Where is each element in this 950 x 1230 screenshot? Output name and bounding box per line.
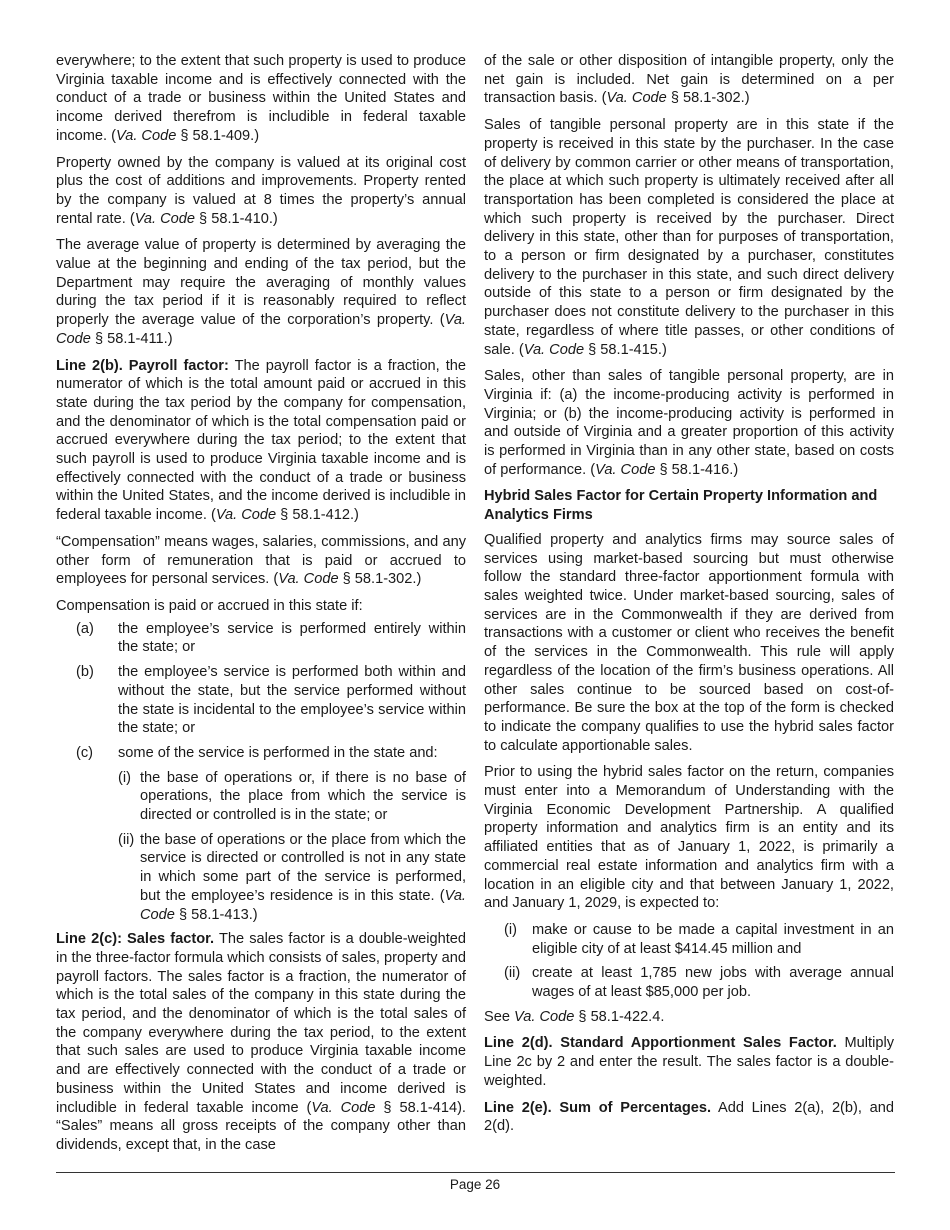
sub-list-item-label: (ii) — [118, 831, 135, 848]
sub-list-item-text: the base of operations or the place from which the service is directed or controlled is not in any state in which some part of the service is performed, but the employee’s residence is in this state. (Va. Code § 58.1-413.) — [140, 831, 466, 923]
section-heading-hybrid-sales-factor: Hybrid Sales Factor for Certain Property Information and Analytics Firms — [484, 488, 878, 524]
list-item — [504, 921, 894, 958]
paragraph-memorandum: Prior to using the hybrid sales factor on the return, companies must enter into a Memorandum of Understanding with the Virginia Economic Development Partnership. A qualified property information and analytics firm is an entity and its affiliated entities that as of January 1, 2022, is primarily a commercial real estate information and analytics firm with a location in an eligible city and that between January 1, 2022, and January 1, 2029, is expected to: — [484, 764, 894, 912]
list-item-label: (a) — [76, 620, 94, 637]
paragraph-other-sales: Sales, other than sales of tangible personal property, are in Virginia if: (a) the income-producing activity is performed in Virginia; or (b) the income-producing activity is performed in and outside of Virginia and a greater proportion of this activity is performed in Virginia than in any other state, based on costs of performance. (Va. Code § 58.1-416.) — [484, 368, 894, 478]
list-item-label: (i) — [504, 921, 517, 938]
paragraph-intangible-property: of the sale or other disposition of intangible property, only the net gain is included. Net gain is determined on a per transaction basis. (Va. Code § 58.1-302.) — [484, 53, 894, 107]
page-number: Page 26 — [449, 1177, 501, 1192]
paragraph-tangible-property: Sales of tangible personal property are in this state if the property is received in this state by the purchaser. In the case of delivery by common carrier or other means of transportation, the place at which such property is ultimately received after all transportation has been completed is considered the place at which such property is received by the purchaser. Direct delivery in this state, other than for purposes of transportation, to a person or firm designated by a purchaser, constitutes delivery to the purchaser in this state, and such direct delivery outside of this state to a person or firm designated by the purchaser does not constitute delivery to the purchaser in this state, regardless of where title passes, or other conditions of sale. (Va. Code § 58.1-415.) — [484, 117, 894, 358]
paragraph-property-valuation: Property owned by the company is valued at its original cost plus the cost of additions and improvements. Property rented by the company is valued at 8 times the property’s annual rental rate. (Va. Code § 58.1-410.) — [56, 154, 466, 227]
list-item-label: (c) — [76, 744, 94, 761]
list-item-text: some of the service is performed in the state and: — [118, 744, 438, 761]
paragraph-see-code: See Va. Code § 58.1-422.4. — [484, 1008, 665, 1025]
list-item-text: the employee’s service is performed entirely within the state; or — [118, 620, 466, 656]
list-item — [56, 620, 466, 657]
sub-list-item-text: the base of operations or, if there is no base of operations, the place from which the service is directed or controlled is in the state; or — [140, 769, 466, 824]
sub-list-item — [118, 831, 466, 925]
paragraph-compensation-intro: Compensation is paid or accrued in this state if: — [56, 597, 363, 614]
paragraph-compensation-definition: “Compensation” means wages, salaries, commissions, and any other form of remuneration that is paid or accrued to employees for personal services. (Va. Code § 58.1-302.) — [56, 533, 466, 588]
list-item — [56, 663, 466, 738]
list-item-label: (ii) — [504, 965, 521, 982]
left-column — [56, 52, 466, 1163]
list-item — [56, 744, 466, 763]
paragraph-sum-of-percentages: Line 2(e). Sum of Percentages. Add Lines 2(a), 2(b), and 2(d). — [484, 1099, 895, 1135]
right-column — [484, 52, 894, 1144]
list-item-label: (b) — [76, 664, 94, 681]
list-item-text: the employee’s service is performed both within and without the state, but the service performed without the state is incidental to the employee’s service within the state; or — [118, 664, 466, 737]
list-item — [504, 964, 894, 1001]
paragraph-average-value: The average value of property is determined by averaging the value at the beginning and ending of the tax period, but the Department may require the averaging of monthly values during the tax period if it is reasonably required to reflect properly the average value of the corporation’s property. (Va. Code § 58.1-411.) — [56, 237, 466, 347]
paragraph-payroll-factor: Line 2(b). Payroll factor: The payroll factor is a fraction, the numerator of which is the total amount paid or accrued in this state during the tax period by the company for compensation, and the denominator of which is the total compensation paid or accrued everywhere during the tax period; to the extent that such payroll is used to produce Virginia taxable income and is effectively connected with the conduct of a trade or business within the United States, and the income derived is includible in federal taxable income. (Va. Code § 58.1-412.) — [56, 357, 467, 524]
paragraph-sales-factor: Line 2(c): Sales factor. The sales factor is a double-weighted in the three-factor formula which consists of sales, property and payroll factors. The sales factor is a fraction, the numerator of which is the total sales of the company in this state during the tax period, and the denominator of which is the total sales of the company everywhere during the tax period, to the extent that such sales are used to produce Virginia taxable income and are effectively connected with the conduct of a trade or business within the United States and income derived is includible in federal taxable income (Va. Code § 58.1-414). “Sales” means all gross receipts of the company other than dividends, except that, in the case — [56, 931, 466, 1153]
sub-list-item — [118, 769, 466, 825]
list-item-text: create at least 1,785 new jobs with average annual wages of at least $85,000 per job. — [532, 965, 894, 1001]
paragraph-standard-apportionment: Line 2(d). Standard Apportionment Sales Factor. Multiply Line 2c by 2 and enter the result. The sales factor is a double-weighted. — [484, 1035, 894, 1089]
sub-list-item-label: (i) — [118, 769, 131, 786]
paragraph-market-based-sourcing: Qualified property and analytics firms may source sales of services using market-based sourcing but must otherwise follow the standard three-factor apportionment formula with sales weighted twice. Under market-based sourcing, sales of services are in the Commonwealth if they are derived from transactions with a customer or client who receives the benefit of the services in the Commonwealth. This rule will apply regardless of the location of the firm’s business operations. All other sales continue to be sourced based on cost-of-performance. Be sure the box at the top of the form is checked to indicate the company qualifies to use the hybrid sales factor to calculate apportionable sales. — [484, 531, 894, 754]
paragraph-property-everywhere: everywhere; to the extent that such property is used to produce Virginia taxable income and is effectively connected with the conduct of a trade or business within the United States and income derived therefrom is includible in federal taxable income. (Va. Code § 58.1-409.) — [56, 53, 466, 144]
list-item-text: make or cause to be made a capital investment in an eligible city of at least $414.45 million and — [532, 921, 894, 957]
footer-divider — [56, 1172, 895, 1173]
